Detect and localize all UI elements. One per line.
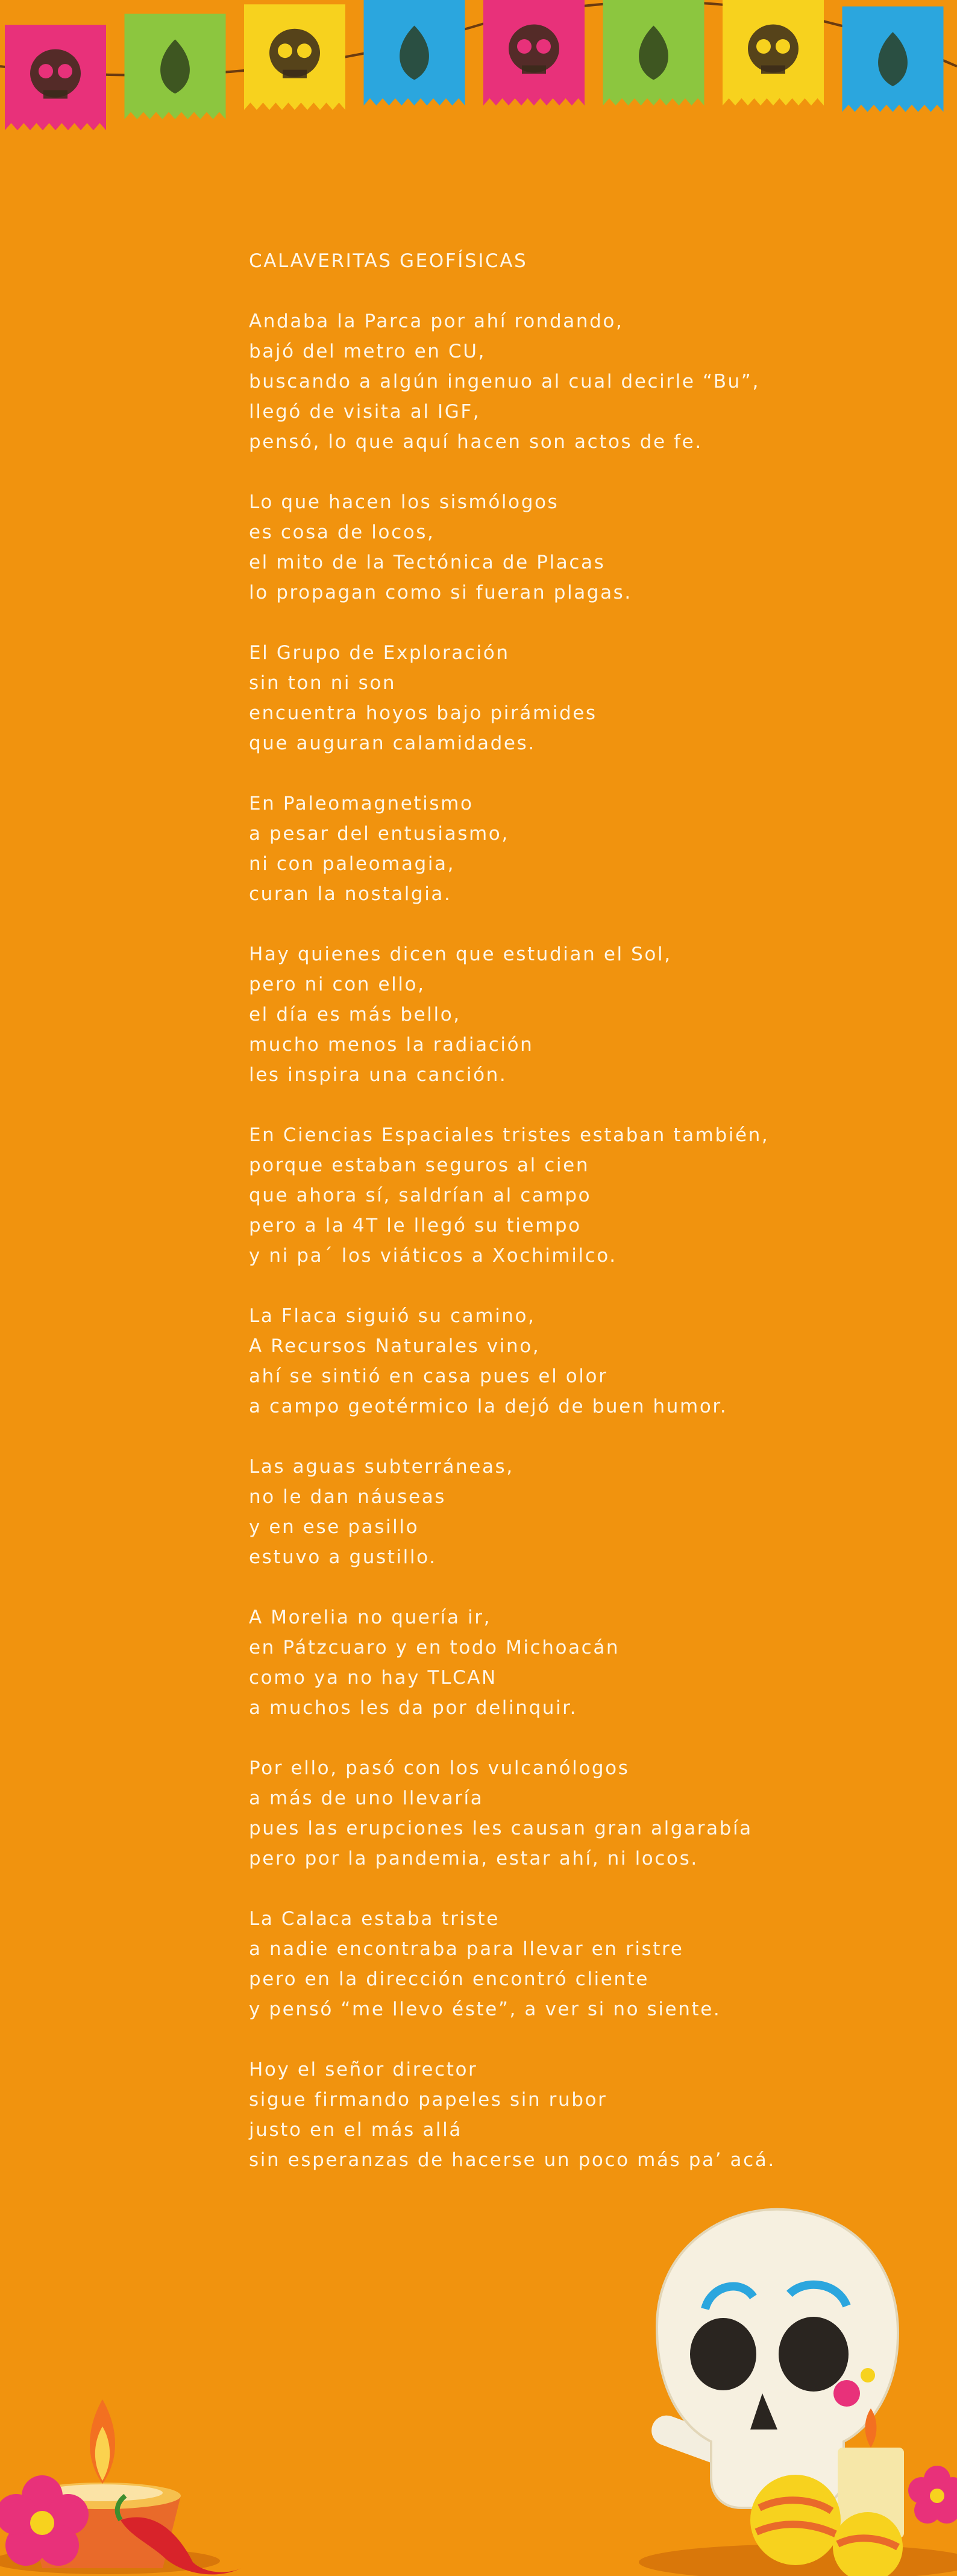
poem-line: les inspira una canción. [249, 1064, 507, 1086]
stanza [249, 306, 791, 457]
poem-line: no le dan náuseas [249, 1486, 447, 1508]
poem-line: A Morelia no quería ir, [249, 1607, 492, 1628]
poem-line: a campo geotérmico la dejó de buen humor. [249, 1396, 728, 1417]
poem-line: La Flaca siguió su camino, [249, 1305, 536, 1327]
stanza [249, 638, 791, 758]
poem-line: Hay quienes dicen que estudian el Sol, [249, 943, 672, 965]
flower-icon [908, 2466, 957, 2524]
stanza [249, 1753, 791, 1874]
poem-line: pero en la dirección encontró cliente [249, 1968, 650, 1990]
poem-line: el mito de la Tectónica de Placas [249, 552, 606, 573]
poem-line: A Recursos Naturales vino, [249, 1335, 541, 1357]
poem-line: Por ello, pasó con los vulcanólogos [249, 1757, 630, 1779]
poem-line: y pensó “me llevo éste”, a ver si no siente. [249, 1998, 721, 2020]
stanza [249, 789, 791, 909]
poem-line: pensó, lo que aquí hacen son actos de fe. [249, 431, 703, 453]
stanza [249, 1452, 791, 1572]
papel-picado-flag [723, 0, 824, 105]
candle-flower-chili-illustration [0, 2309, 277, 2576]
poem-line: sigue firmando papeles sin rubor [249, 2089, 607, 2111]
poem-line: a nadie encontraba para llevar en ristre [249, 1938, 684, 1960]
poem-line: pero ni con ello, [249, 974, 425, 995]
poem-line: pues las erupciones les causan gran algarabía [249, 1818, 753, 1839]
poem-line: La Calaca estaba triste [249, 1908, 500, 1930]
stanza [249, 939, 791, 1090]
poem-title: CALAVERITAS GEOFÍSICAS [249, 250, 528, 272]
papel-picado-flag [603, 0, 704, 105]
poem-line: sin ton ni son [249, 672, 397, 694]
poem-line: bajó del metro en CU, [249, 341, 486, 362]
poem-line: curan la nostalgia. [249, 883, 452, 905]
stanza [249, 2055, 791, 2175]
papel-picado-flag [244, 4, 345, 110]
poem-line: encuentra hoyos bajo pirámides [249, 702, 597, 724]
poem-stanzas [249, 306, 791, 2175]
poem-line: el día es más bello, [249, 1004, 461, 1025]
poem-line: Las aguas subterráneas, [249, 1456, 514, 1478]
poem-line: estuvo a gustillo. [249, 1546, 437, 1568]
poem-line: sin esperanzas de hacerse un poco más pa’ acá. [249, 2149, 776, 2171]
poem-line: a pesar del entusiasmo, [249, 823, 509, 845]
poem-line: pero por la pandemia, estar ahí, ni locos. [249, 1848, 698, 1869]
poem-line: a muchos les da por delinquir. [249, 1697, 578, 1719]
stanza [249, 1904, 791, 2024]
poem-line: en Pátzcuaro y en todo Michoacán [249, 1637, 620, 1658]
poem-line: y ni pa´ los viáticos a Xochimilco. [249, 1245, 617, 1267]
poem-line: Andaba la Parca por ahí rondando, [249, 310, 624, 332]
maraca-icon [750, 2475, 841, 2565]
poem-line: mucho menos la radiación [249, 1034, 534, 1056]
poem-line: buscando a algún ingenuo al cual decirle “Bu”, [249, 371, 760, 392]
poem-line: que auguran calamidades. [249, 732, 536, 754]
poem-line: lo propagan como si fueran plagas. [249, 582, 632, 603]
papel-picado-flag [842, 7, 944, 112]
poem-line: El Grupo de Exploración [249, 642, 510, 664]
poem-line: ahí se sintió en casa pues el olor [249, 1365, 608, 1387]
papel-picado-flag [364, 0, 465, 105]
poem-line: que ahora sí, saldrían al campo [249, 1185, 592, 1206]
poem-line: es cosa de locos, [249, 521, 435, 543]
poem-line: Lo que hacen los sismólogos [249, 491, 559, 513]
poem-line: porque estaban seguros al cien [249, 1154, 590, 1176]
papel-picado-flag [483, 0, 585, 105]
poem-line: En Ciencias Espaciales tristes estaban también, [249, 1124, 770, 1146]
papel-picado-flag [5, 25, 106, 130]
poem-line: como ya no hay TLCAN [249, 1667, 497, 1689]
poem-line: llegó de visita al IGF, [249, 401, 481, 423]
stanza [249, 1120, 791, 1271]
poem-line: justo en el más allá [249, 2119, 462, 2141]
papel-picado-banner [0, 0, 957, 181]
poem [249, 246, 791, 2205]
stanza [249, 1602, 791, 1723]
sugar-skull-maracas-illustration [615, 2194, 957, 2576]
poem-line: En Paleomagnetismo [249, 793, 474, 814]
poem-line: ni con paleomagia, [249, 853, 456, 875]
poem-line: y en ese pasillo [249, 1516, 419, 1538]
stanza [249, 487, 791, 608]
poem-line: a más de uno llevaría [249, 1787, 484, 1809]
stanza [249, 1301, 791, 1422]
poem-line: Hoy el señor director [249, 2059, 478, 2080]
poem-line: pero a la 4T le llegó su tiempo [249, 1215, 582, 1236]
papel-picado-flag [125, 14, 226, 119]
